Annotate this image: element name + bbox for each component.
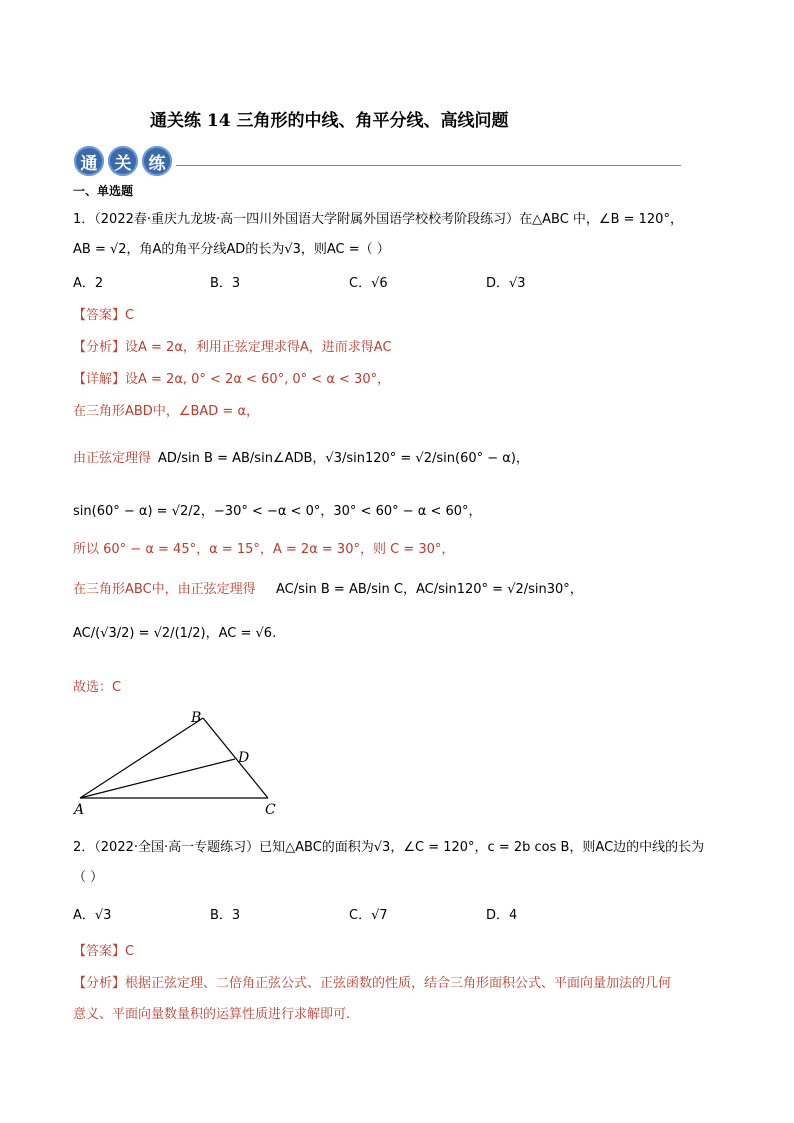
q1-answer: 【答案】C	[73, 308, 135, 323]
q1-option-b: B．3	[210, 276, 241, 291]
q2-option-a: A．√3	[73, 908, 112, 923]
label-a: A	[74, 802, 85, 818]
q1-option-d: D．√3	[486, 276, 526, 291]
q2-stem-line2: （ ）	[73, 870, 104, 885]
q1-detail-3-equation: AD/sin B = AB/sin∠ADB，√3/sin120° = √2/sin(60° − α)，	[158, 451, 529, 466]
logo-char-1: 通	[74, 146, 104, 176]
q1-option-c: C．√6	[349, 276, 388, 291]
q1-detail-3-prefix: 由正弦定理得	[73, 451, 152, 466]
q2-stem-line1: 2．（2022·全国·高一专题练习）已知△ABC的面积为√3，∠C = 120°，c = 2b cos B，则AC边的中线的长为	[73, 840, 705, 855]
q1-stem-line2: AB = √2，角A的角平分线AD的长为√3，则AC =（ ）	[73, 242, 390, 257]
q1-detail-7: AC/(√3/2) = √2/(1/2)，AC = √6.	[73, 626, 277, 641]
q1-option-a: A．2	[73, 276, 104, 291]
label-d: D	[238, 750, 250, 766]
page-title: 通关练 14 三角形的中线、角平分线、高线问题	[150, 111, 509, 131]
q1-detail-2: 在三角形ABD中，∠BAD = α，	[73, 404, 260, 419]
q2-analysis-line1: 【分析】根据正弦定理、二倍角正弦公式、正弦函数的性质，结合三角形面积公式、平面向量加法的几何	[73, 976, 672, 991]
side-ab	[80, 718, 203, 798]
q2-analysis-line2: 意义、平面向量数量积的运算性质进行求解即可.	[73, 1007, 351, 1022]
q1-detail-5: 所以 60° − α = 45°，α = 15°，A = 2α = 30°，则 C = 30°，	[73, 542, 455, 557]
header-divider	[176, 165, 681, 166]
q1-analysis: 【分析】设A = 2α，利用正弦定理求得A，进而求得AC	[73, 340, 392, 355]
bisector-ad	[80, 759, 235, 798]
q2-option-c: C．√7	[349, 908, 388, 923]
q1-detail-6-equation: AC/sin B = AB/sin C，AC/sin120° = √2/sin30°，	[276, 582, 583, 597]
label-b: B	[191, 710, 202, 726]
logo	[74, 146, 172, 176]
q1-detail-6-prefix: 在三角形ABC中，由正弦定理得	[73, 582, 256, 597]
label-c: C	[265, 802, 276, 818]
q1-stem-line1: 1．（2022春·重庆九龙坡·高一四川外国语大学附属外国语学校校考阶段练习）在△ABC 中，∠B = 120°，	[73, 212, 683, 227]
q2-option-b: B．3	[210, 908, 241, 923]
logo-char-2: 关	[108, 146, 138, 176]
section-heading: 一、单选题	[73, 184, 134, 198]
q1-detail-4: sin(60° − α) = √2/2，−30° < −α < 0°，30° < 60° − α < 60°，	[73, 504, 482, 519]
triangle-figure	[60, 700, 300, 825]
q2-option-d: D．4	[486, 908, 518, 923]
logo-char-3: 练	[142, 146, 172, 176]
q1-detail-1: 【详解】设A = 2α, 0° < 2α < 60°, 0° < α < 30°，	[73, 372, 391, 387]
q2-answer: 【答案】C	[73, 944, 135, 959]
side-bc	[203, 718, 268, 798]
q1-choose: 故选：C	[73, 680, 122, 695]
